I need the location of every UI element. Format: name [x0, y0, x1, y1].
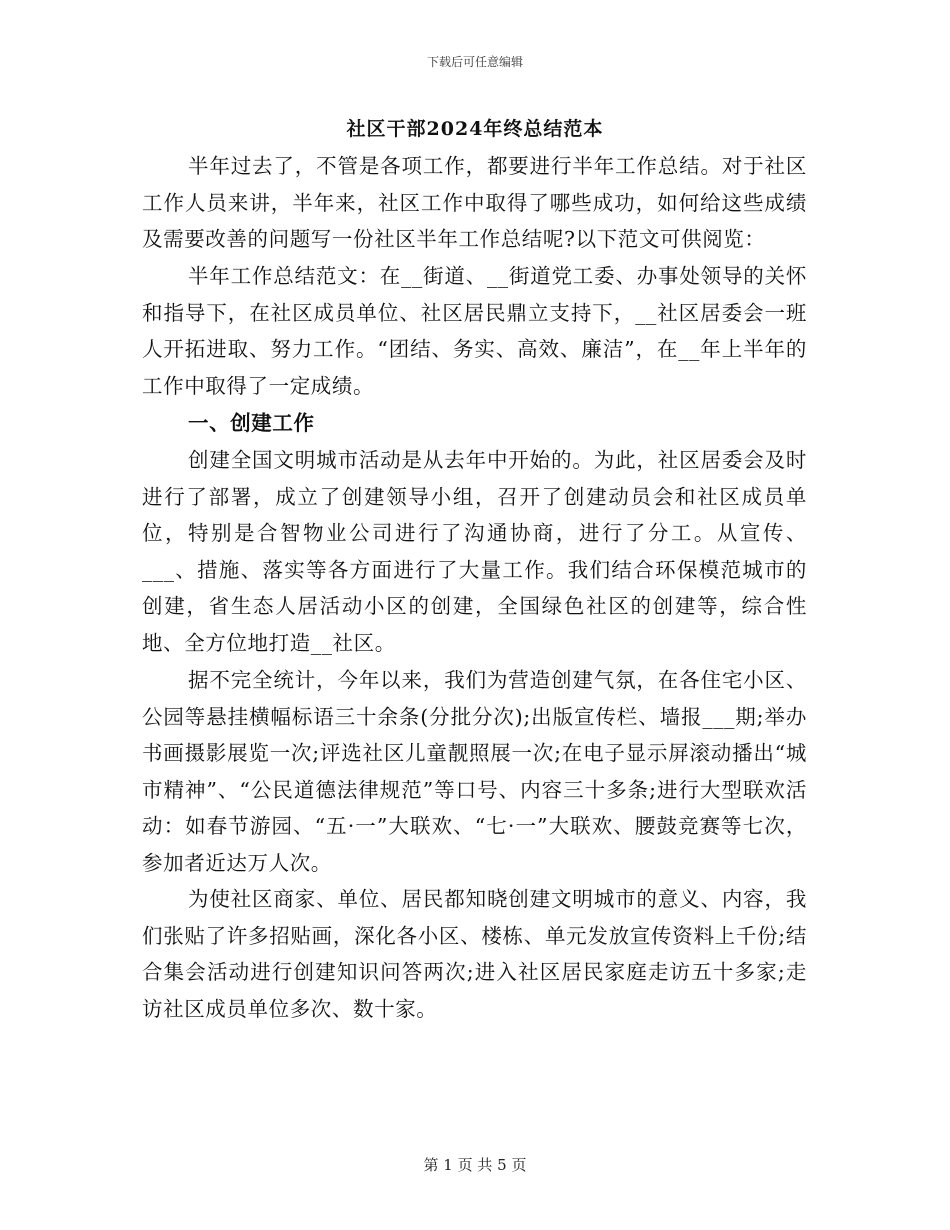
section-heading: 一、创建工作	[188, 411, 315, 435]
paragraph-intro: 半年过去了，不管是各项工作，都要进行半年工作总结。对于社区工作人员来讲，半年来，社区工作中取得了哪些成功，如何给这些成绩及需要改善的问题写一份社区半年工作总结呢?以下范文可供阅览：	[142, 154, 807, 251]
paragraph-summary-opening: 半年工作总结范文：在__街道、__街道党工委、办事处领导的关怀和指导下，在社区成员单位、社区居民鼎立支持下，__社区居委会一班人开拓进取、努力工作。“团结、务实、高效、廉洁”，在__年上半年的工作中取得了一定成绩。	[142, 264, 807, 398]
page-number: 第 1 页 共 5 页	[423, 1156, 527, 1174]
paragraph-creation-work: 创建全国文明城市活动是从去年中开始的。为此，社区居委会及时进行了部署，成立了创建领导小组，召开了创建动员会和社区成员单位，特别是合智物业公司进行了沟通协商，进行了分工。从宣传、___、措施、落实等各方面进行了大量工作。我们结合环保模范城市的创建，省生态人居活动小区的创建，全国绿色社区的创建等，综合性地、全方位地打造__社区。	[142, 448, 807, 655]
page-header-note: 下载后可任意编辑	[426, 55, 523, 69]
paragraph-statistics: 据不完全统计，今年以来，我们为营造创建气氛，在各住宅小区、公园等悬挂横幅标语三十余条(分批分次);出版宣传栏、墙报___期;举办书画摄影展览一次;评选社区儿童靓照展一次;在电子显示屏滚动播出“城市精神”、“公民道德法律规范”等口号、内容三十多条;进行大型联欢活动：如春节游园、“五·一”大联欢、“七·一”大联欢、腰鼓竞赛等七次，参加者近达万人次。	[142, 668, 807, 875]
paragraph-publicity: 为使社区商家、单位、居民都知晓创建文明城市的意义、内容，我们张贴了许多招贴画，深化各小区、楼栋、单元发放宣传资料上千份;结合集会活动进行创建知识问答两次;进入社区居民家庭走访五十多家;走访社区成员单位多次、数十家。	[142, 887, 807, 1021]
document-title: 社区干部2024年终总结范本	[346, 118, 604, 140]
